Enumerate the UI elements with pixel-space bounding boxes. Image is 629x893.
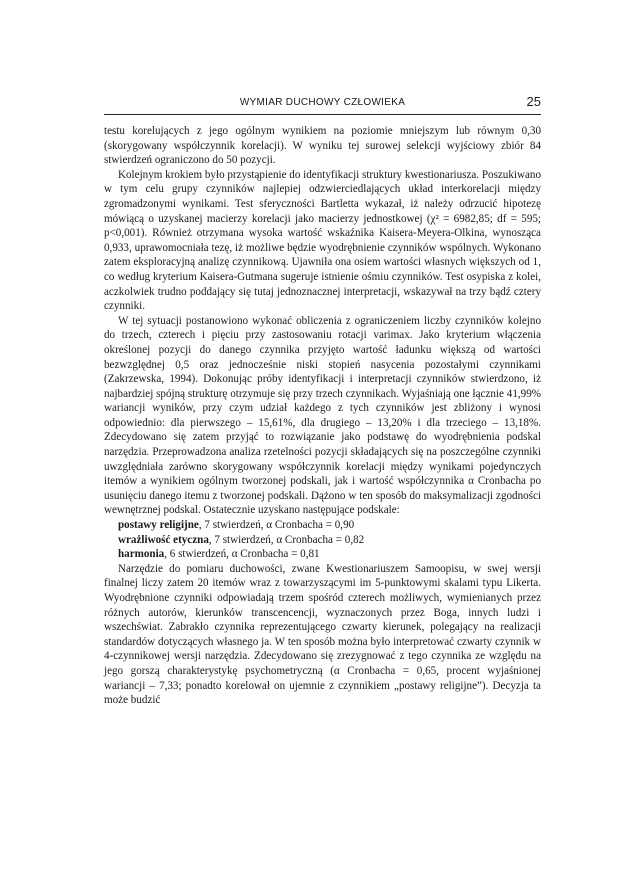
subscale-detail: , 7 stwierdzeń, α Cronbacha = 0,90 xyxy=(198,519,355,532)
subscale-name: postawy religijne xyxy=(118,519,199,532)
page-number: 25 xyxy=(526,94,541,109)
running-header xyxy=(104,96,541,115)
paragraph: Kolejnym krokiem było przystąpienie do identyfikacji struktury kwestionariusza. Poszukiwano w tym celu grupy czynników najlepiej odzwierciedlających układ interkorelacji między zgromadzonymi wynikami. Test sferyczności Bartletta wykazał, iż należy odrzucić hipotezę mówiącą o uzyskanej macierzy korelacji jako macierzy jednostkowej (χ² = 6982,85; df = 595; p<0,001). Również otrzymana wysoka wartość wskaźnika Kaisera-Meyera-Olkina, wynosząca 0,933, uprawomocniała tezę, iż możliwe będzie wyodrębnienie czynników wspólnych. Wykonano zatem eksploracyjną analizę czynnikową. Ujawniła ona osiem wartości własnych większych od 1, co według kryterium Kaisera-Gutmana sugeruje istnienie ośmiu czynników. Test osypiska z kolei, aczkolwiek trudno poddający się tutaj jednoznacznej interpretacji, wskazywał na trzy bądź cztery czynniki. xyxy=(104,168,542,313)
paragraph: testu korelujących z jego ogólnym wynikiem na poziomie mniejszym lub równym 0,30 (skorygowany współczynnik korelacji). W wyniku tej surowej selekcji wyjściowy zbiór 84 stwierdzeń ograniczono do 50 pozycji. xyxy=(104,125,541,167)
subscale-detail: , 6 stwierdzeń, α Cronbacha = 0,81 xyxy=(164,548,320,561)
subscale-item xyxy=(118,533,541,548)
paragraph: W tej sytuacji postanowiono wykonać obliczenia z ograniczeniem liczby czynników kolejno do trzech, czterech i pięciu przy zastosowaniu rotacji varimax. Jako kryterium włączenia określonej pozycji do danego czynnika przyjęto wartość ładunku większą od wartości bezwzględnej 0,5 oraz jednocześnie niski stopień nasycenia pozostałymi czynnikami (Zakrzewska, 1994). Dokonując próby identyfikacji i interpretacji czynników stwierdzono, iż najbardziej spójną strukturę otrzymuje się przy trzech czynnikach. Wyjaśniają one łącznie 41,99% wariancji wyników, przy czym udział każdego z tych czynników jest zbliżony i wynosi odpowiednio: dla pierwszego – 15,61%, dla drugiego – 13,20% i dla trzeciego – 13,18%. Zdecydowano się zatem przyjąć to rozwiązanie jako podstawę do wyodrębnienia podskal narzędzia. Przeprowadzona analiza rzetelności pozycji składających się na poszczególne czynniki uwzględniała zarówno skorygowany współczynnik korelacji między wynikami pojedynczych itemów a wynikiem ogólnym tworzonej podskali, jak i wartość współczynnika α Cronbacha po usunięciu danego itemu z tworzonej podskali. Dążono w ten sposób do maksymalizacji zgodności wewnętrznej podskal. Ostatecznie uzyskano następujące podskale: xyxy=(104,314,541,517)
subscale-item xyxy=(118,547,541,562)
subscale-name: wrażliwość etyczna xyxy=(118,533,209,546)
subscale-name: harmonia xyxy=(118,548,165,561)
paragraph: Narzędzie do pomiaru duchowości, zwane Kwestionariuszem Samoopisu, w swej wersji finalnej liczy zatem 20 itemów wraz z towarzyszącymi im 5-punktowymi skalami typu Likerta. Wyodrębnione czynniki odpowiadają trzem spośród czterech możliwych, wymienianych przez różnych autorów, kierunków transcencencji, wyznaczonych przez Boga, innych ludzi i wszechświat. Zabrakło czynnika reprezentującego czwarty kierunek, polegający na realizacji standardów dotyczących własnego ja. W ten sposób można było interpretować czwarty czynnik w 4-czynnikowej wersji narzędzia. Zdecydowano się zrezygnować z tego czynnika ze względu na jego gorszą charakterystykę psychometryczną (α Cronbacha = 0,65, procent wyjaśnionej wariancji – 7,33; ponadto korelował on ujemnie z czynnikiem „postawy religijne”). Decyzja ta może budzić xyxy=(104,562,541,707)
subscale-detail: , 7 stwierdzeń, α Cronbacha = 0,82 xyxy=(208,533,365,546)
subscale-list xyxy=(104,518,541,562)
subscale-item xyxy=(118,518,541,533)
body-text xyxy=(104,124,541,708)
running-title: WYMIAR DUCHOWY CZŁOWIEKA xyxy=(239,97,406,108)
